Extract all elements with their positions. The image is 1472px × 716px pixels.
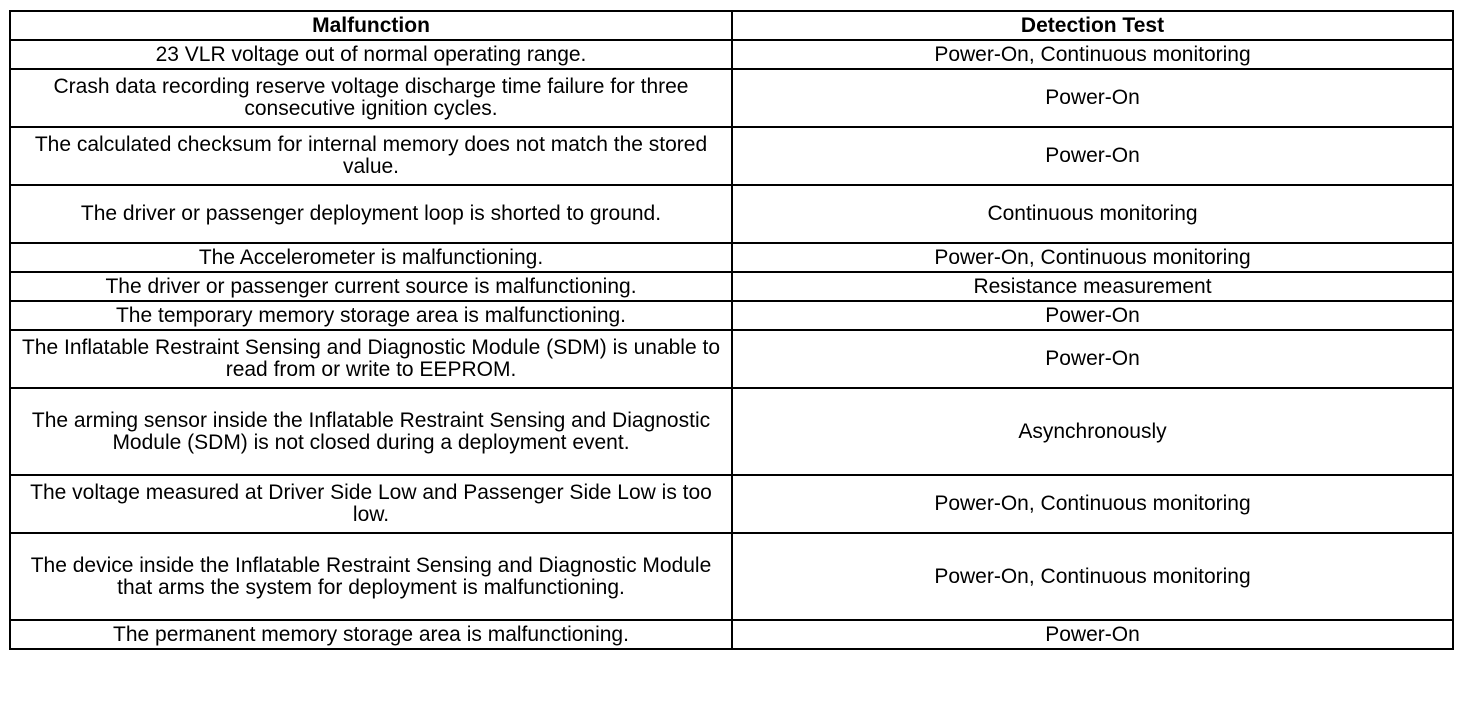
- table-row: [10, 533, 1453, 620]
- malfunction-cell: The permanent memory storage area is malfunctioning.: [10, 620, 732, 649]
- detection-test-cell: Power-On: [732, 69, 1453, 127]
- malfunction-cell: The calculated checksum for internal memory does not match the stored value.: [10, 127, 732, 185]
- table-row: [10, 620, 1453, 649]
- malfunction-cell: 23 VLR voltage out of normal operating range.: [10, 40, 732, 69]
- malfunction-cell: The voltage measured at Driver Side Low and Passenger Side Low is too low.: [10, 475, 732, 533]
- malfunction-cell: The Accelerometer is malfunctioning.: [10, 243, 732, 272]
- detection-test-cell: Power-On: [732, 330, 1453, 388]
- detection-test-cell: Power-On, Continuous monitoring: [732, 533, 1453, 620]
- detection-test-cell: Continuous monitoring: [732, 185, 1453, 243]
- detection-test-cell: Power-On, Continuous monitoring: [732, 243, 1453, 272]
- malfunction-cell: The arming sensor inside the Inflatable Restraint Sensing and Diagnostic Module (SDM) is not closed during a deployment event.: [10, 388, 732, 475]
- table-row: [10, 475, 1453, 533]
- table-body: [10, 40, 1453, 649]
- detection-test-cell: Power-On: [732, 127, 1453, 185]
- table-row: [10, 127, 1453, 185]
- table-header: [10, 11, 1453, 40]
- detection-test-cell: Power-On: [732, 620, 1453, 649]
- table-row: [10, 388, 1453, 475]
- header-detection-test: Detection Test: [732, 11, 1453, 40]
- malfunction-cell: The Inflatable Restraint Sensing and Diagnostic Module (SDM) is unable to read from or write to EEPROM.: [10, 330, 732, 388]
- table-row: [10, 69, 1453, 127]
- detection-test-cell: Power-On, Continuous monitoring: [732, 475, 1453, 533]
- malfunction-cell: The driver or passenger deployment loop is shorted to ground.: [10, 185, 732, 243]
- table-row: [10, 243, 1453, 272]
- malfunction-cell: The temporary memory storage area is malfunctioning.: [10, 301, 732, 330]
- table-row: [10, 40, 1453, 69]
- detection-test-cell: Resistance measurement: [732, 272, 1453, 301]
- header-malfunction: Malfunction: [10, 11, 732, 40]
- table-row: [10, 185, 1453, 243]
- table-row: [10, 272, 1453, 301]
- detection-test-cell: Power-On: [732, 301, 1453, 330]
- malfunction-cell: The driver or passenger current source is malfunctioning.: [10, 272, 732, 301]
- malfunction-cell: Crash data recording reserve voltage discharge time failure for three consecutive ignition cycles.: [10, 69, 732, 127]
- table-row: [10, 330, 1453, 388]
- table-row: [10, 301, 1453, 330]
- detection-test-cell: Asynchronously: [732, 388, 1453, 475]
- header-row: [10, 11, 1453, 40]
- malfunction-cell: The device inside the Inflatable Restraint Sensing and Diagnostic Module that arms the system for deployment is malfunctioning.: [10, 533, 732, 620]
- diagnostic-table-container: [9, 10, 1452, 650]
- malfunction-detection-table: [9, 10, 1454, 650]
- detection-test-cell: Power-On, Continuous monitoring: [732, 40, 1453, 69]
